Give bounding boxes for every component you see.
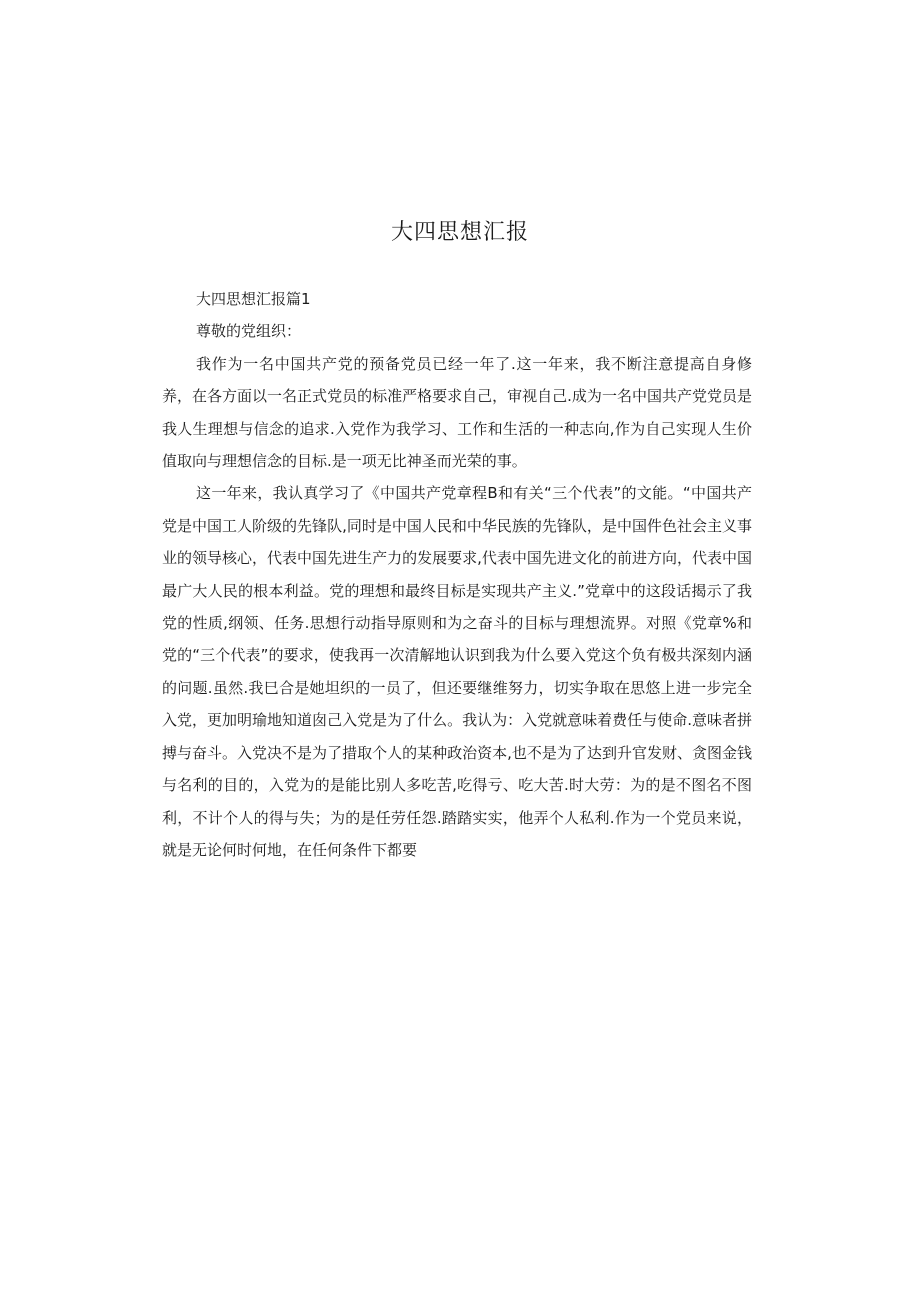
- paragraph-2: 这一年来，我认真学习了《中国共产党章程B和有关“三个代表”的文能。“中国共产党是中国工人阶级的先锋队,同时是中国人民和中华民族的先锋队，是中国件色社会主义事业的领导核心，代表中国先进生产力的发展要求,代表中国先进文化的前进方向，代表中国最广大人民的根本利益。党的理想和最终目标是实现共产主义.”党章中的这段话揭示了我党的性质,纲领、任务.思想行动指导原则和为之奋斗的目标与理想流界。对照《党章%和党的“三个代表”的要求，使我再一次清解地认识到我为什么要入党这个负有极共深刻内涵的问题.虽然.我巳合是她坦织的一员了，但还要继维努力，切实争取在思悠上进一步完全入党，更加明瑜地知道囱己入党是为了什么。我认为：入党就意味着费任与使命.意味者拼搏与奋斗。入党决不是为了措取个人的某种政治资本,也不是为了达到升官发财、贪图金钱与名利的目的，入党为的是能比别人多吃苦,吃得亏、吃大苦.时大劳：为的是不图名不图利，不计个人的得与失；为的是任劳任怨.踏踏实实，他弄个人私利.作为一个党员来说，就是无论何时何地，在任何条件下都要: [162, 484, 752, 859]
- document-body: [162, 283, 752, 866]
- document-title: 大四思想汇报: [390, 220, 529, 245]
- salutation: 尊敬的党组织：: [196, 322, 302, 341]
- subheading: 大四思想汇报篇1: [196, 290, 311, 308]
- paragraph-1: 我作为一名中国共产党的预备党员已经一年了.这一年来，我不断注意提高自身修养，在各方面以一名正式党员的标准严格要求自己，审视自己.成为一名中国共产党党员是我人生理想与信念的追求.入党作为我学习、工作和生活的一种志向,作为自己实现人生价值取向与理想信念的目标.是一项无比神圣而光荣的事。: [162, 354, 752, 471]
